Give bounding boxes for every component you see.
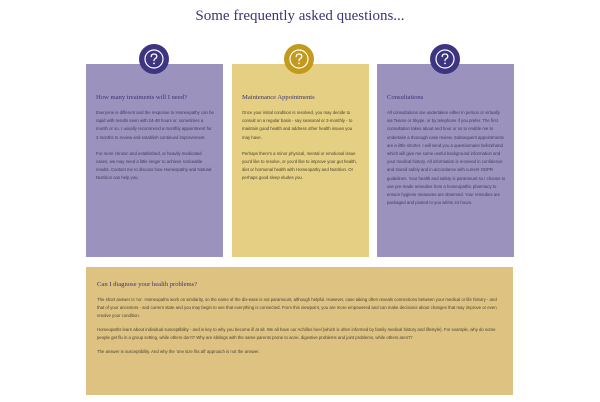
faq-card-title: Consultations: [387, 94, 424, 101]
faq-card-consultations: [377, 64, 514, 257]
faq-card-maintenance: [232, 64, 369, 257]
faq-card-paragraph: The answer is susceptibility. And why the 'one size fits all' approach is not the answer.: [97, 349, 260, 354]
faq-card-paragraph: Homeopaths learn about individual susceptibility - and is key to why you become ill at all. We all have our Achilles heel (which is often informed by family medical history and lifestyle). For example, why do some people get flu in a group setting, while others don't? Why are siblings with the same parents prone to acne, digestive problems and joint problems, while others aren't?: [97, 327, 496, 340]
faq-card-paragraph: For more chronic and established, or heavily medicated cases, we may need a little longer to achieve noticeable results. Contact me to discuss how Homeopathy and Natural Nutrition can help you.: [96, 150, 212, 181]
faq-card-diagnose: [86, 267, 513, 395]
faq-card-title: How many treatments will I need?: [96, 94, 188, 101]
faq-card-title: Maintenance Appointments: [242, 94, 315, 101]
question-mark-icon: [139, 44, 169, 74]
faq-card-paragraph: Everyone is different and the response to Homeopathy can be rapid with results seen with 24-48 hours or, sometimes a month or so. I usually recommend a monthly appointment for 3 months to review and establish continued improvement.: [96, 110, 214, 140]
faq-card-treatments: [86, 64, 223, 257]
faq-card-title: Can I diagnose your health problems?: [97, 281, 198, 288]
faq-card-paragraph: The short answer is 'no'. Homeopaths work on similarity, so the name of the dis-ease is not paramount, although helpful. However, case taking often reveals connections between your medical or life history - and that of your ancestors - and current state and you may begin to see that everything is connected. From this viewpoint, you are more empowered and can make decisions about changes that may improve or even resolve your condition.: [97, 297, 497, 318]
page-title: Some frequently asked questions...: [195, 8, 405, 24]
faq-card-paragraph: Perhaps there's a minor physical, mental or emotional issue you'd like to resolve, or you'd like to improve your gut health, diet or hormonal health with Homeopathy and Nutrition. Or perhaps good sleep eludes you.: [242, 150, 357, 181]
faq-card-paragraph: All consultations are undertaken either in person or virtually via Teams or Skype, or by telephone if you prefer. The first consultation takes about and hour or so to enable me to undertake a thorough case review. Subsequent appointments are a little shorter. I will send you a questionnaire beforehand which will give me some useful background information and your medical history. All information is received in confidence and stored safely and in accordance with current GDPR guidelines. Your health and safety is paramount so I choose to use pre-made remedies from a homeopathic pharmacy to ensure hygiene measures are observed. Your remedies are packaged and posted to you within 24 hours.: [387, 110, 506, 206]
question-mark-icon: [284, 44, 314, 74]
faq-card-paragraph: Once your initial condition is resolved, you may decide to consult on a regular basis - say seasonal or 2-monthly - to maintain good health and address other health issues you may have.: [242, 110, 353, 140]
question-mark-icon: [430, 44, 460, 74]
